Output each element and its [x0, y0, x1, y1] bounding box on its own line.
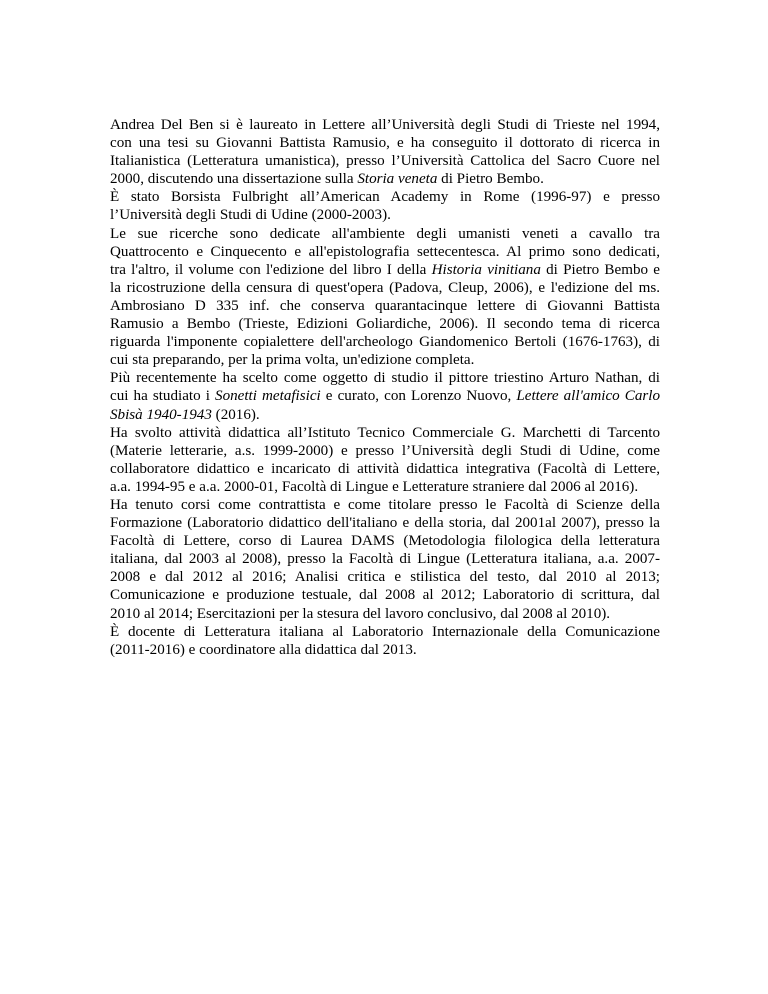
- text-run: È stato Borsista Fulbright all’American Academy in Rome (1996-97) e presso: [110, 189, 660, 206]
- text-run: l’Università degli Studi di Udine (2000-2003).: [110, 207, 391, 224]
- text-run: (2016).: [211, 406, 260, 423]
- text-line: [110, 460, 660, 478]
- text-run: Ramusio a Bembo (Trieste, Edizioni Goliardiche, 2006). Il secondo tema di ricerca: [110, 316, 660, 333]
- text-run: Ha tenuto corsi come contrattista e come titolare presso le Facoltà di Scienze della: [110, 496, 660, 513]
- text-line: [110, 225, 660, 243]
- text-run: a.a. 1994-95 e a.a. 2000-01, Facoltà di Lingue e Letterature straniere dal 2006 al 2016).: [110, 478, 639, 495]
- text-line: [110, 351, 660, 369]
- text-line: [110, 170, 660, 188]
- italic-title: Sbisà 1940-1943: [110, 406, 212, 423]
- text-run: Le sue ricerche sono dedicate all'ambiente degli umanisti veneti a cavallo tra: [110, 225, 660, 242]
- text-run: (2011-2016) e coordinatore alla didattica dal 2013.: [110, 641, 417, 658]
- text-line: [110, 550, 660, 568]
- text-run: Formazione (Laboratorio didattico dell'italiano e della storia, dal 2001al 2007), presso la: [110, 515, 660, 532]
- italic-title: Historia vinitiana: [431, 261, 541, 278]
- text-run: italiana, dal 2003 al 2008), presso la Facoltà di Lingue (Letteratura italiana, a.a. 2007-: [110, 551, 660, 568]
- text-line: [110, 532, 660, 550]
- italic-title: Lettere all'amico Carlo: [516, 388, 660, 405]
- paragraph: [110, 369, 660, 423]
- text-run: cui ha studiato i: [110, 388, 216, 405]
- text-line: [110, 315, 660, 333]
- text-run: la ricostruzione della censura di quest'opera (Padova, Cleup, 2006), e l'edizione del ms.: [110, 279, 660, 296]
- text-run: Andrea Del Ben si è laureato in Lettere all’Università degli Studi di Trieste nel 1994,: [110, 117, 660, 133]
- text-line: [110, 406, 660, 424]
- text-run: È docente di Letteratura italiana al Laboratorio Internazionale della Comunicazione: [110, 623, 660, 640]
- text-line: [110, 568, 660, 586]
- text-run: e curato, con Lorenzo Nuovo,: [320, 388, 517, 405]
- text-line: [110, 206, 660, 224]
- italic-title: Sonetti metafisici: [215, 388, 321, 405]
- text-line: [110, 496, 660, 514]
- document-body: [110, 116, 660, 659]
- text-run: di Pietro Bembo e: [540, 261, 660, 278]
- text-run: 2008 e dal 2012 al 2016; Analisi critica e stilistica del testo, dal 2010 al 2013;: [110, 569, 660, 586]
- text-run: Ha svolto attività didattica all’Istituto Tecnico Commerciale G. Marchetti di Tarcento: [110, 424, 660, 441]
- text-run: Ambrosiano D 335 inf. che conserva quarantacinque lettere di Giovanni Battista: [110, 297, 660, 314]
- text-run: cui sta preparando, per la prima volta, un'edizione completa.: [110, 352, 475, 369]
- text-run: Quattrocento e Cinquecento e all'epistolografia settecentesca. Al primo sono dedicati,: [110, 243, 660, 260]
- text-line: [110, 333, 660, 351]
- text-line: [110, 641, 660, 659]
- text-line: [110, 605, 660, 623]
- text-line: [110, 297, 660, 315]
- paragraph: [110, 188, 660, 224]
- text-run: 2010 al 2014; Esercitazioni per la stesura del lavoro conclusivo, dal 2008 al 2010).: [110, 605, 611, 622]
- text-line: [110, 279, 660, 297]
- text-line: [110, 369, 660, 387]
- text-run: (Materie letterarie, a.s. 1999-2000) e presso l’Università degli Studi di Udine, come: [110, 442, 660, 459]
- text-line: [110, 243, 660, 261]
- text-line: [110, 261, 660, 279]
- text-run: con una tesi su Giovanni Battista Ramusio, e ha conseguito il dottorato di ricerca in: [110, 135, 660, 152]
- text-line: [110, 134, 660, 152]
- italic-title: Storia veneta: [357, 171, 438, 188]
- text-run: Più recentemente ha scelto come oggetto di studio il pittore triestino Arturo Nathan, di: [110, 370, 660, 387]
- text-run: Comunicazione e produzione testuale, dal 2008 al 2012; Laboratorio di scrittura, dal: [110, 587, 660, 604]
- text-line: [110, 478, 660, 496]
- text-line: [110, 586, 660, 604]
- text-run: Italianistica (Letteratura umanistica), presso l’Università Cattolica del Sacro Cuore nel: [110, 153, 660, 170]
- text-line: [110, 623, 660, 641]
- text-line: [110, 442, 660, 460]
- paragraph: [110, 116, 660, 188]
- paragraph: [110, 623, 660, 659]
- paragraph: [110, 424, 660, 496]
- text-line: [110, 387, 660, 405]
- text-run: riguarda l'imponente copialettere dell'archeologo Giandomenico Bertoli (1676-1763), di: [110, 334, 660, 351]
- text-line: [110, 188, 660, 206]
- text-run: Facoltà di Lettere, corso di Laurea DAMS (Metodologia filologica della letteratura: [110, 533, 660, 550]
- paragraph: [110, 225, 660, 370]
- text-run: di Pietro Bembo.: [437, 171, 544, 188]
- text-run: collaboratore didattico e incaricato di attività didattica integrativa (Facoltà di Lettere,: [110, 460, 660, 477]
- text-line: [110, 116, 660, 134]
- paragraph: [110, 496, 660, 623]
- text-line: [110, 514, 660, 532]
- text-run: tra l'altro, il volume con l'edizione del libro I della: [110, 261, 432, 278]
- text-line: [110, 152, 660, 170]
- text-line: [110, 424, 660, 442]
- text-run: 2000, discutendo una dissertazione sulla: [110, 171, 358, 188]
